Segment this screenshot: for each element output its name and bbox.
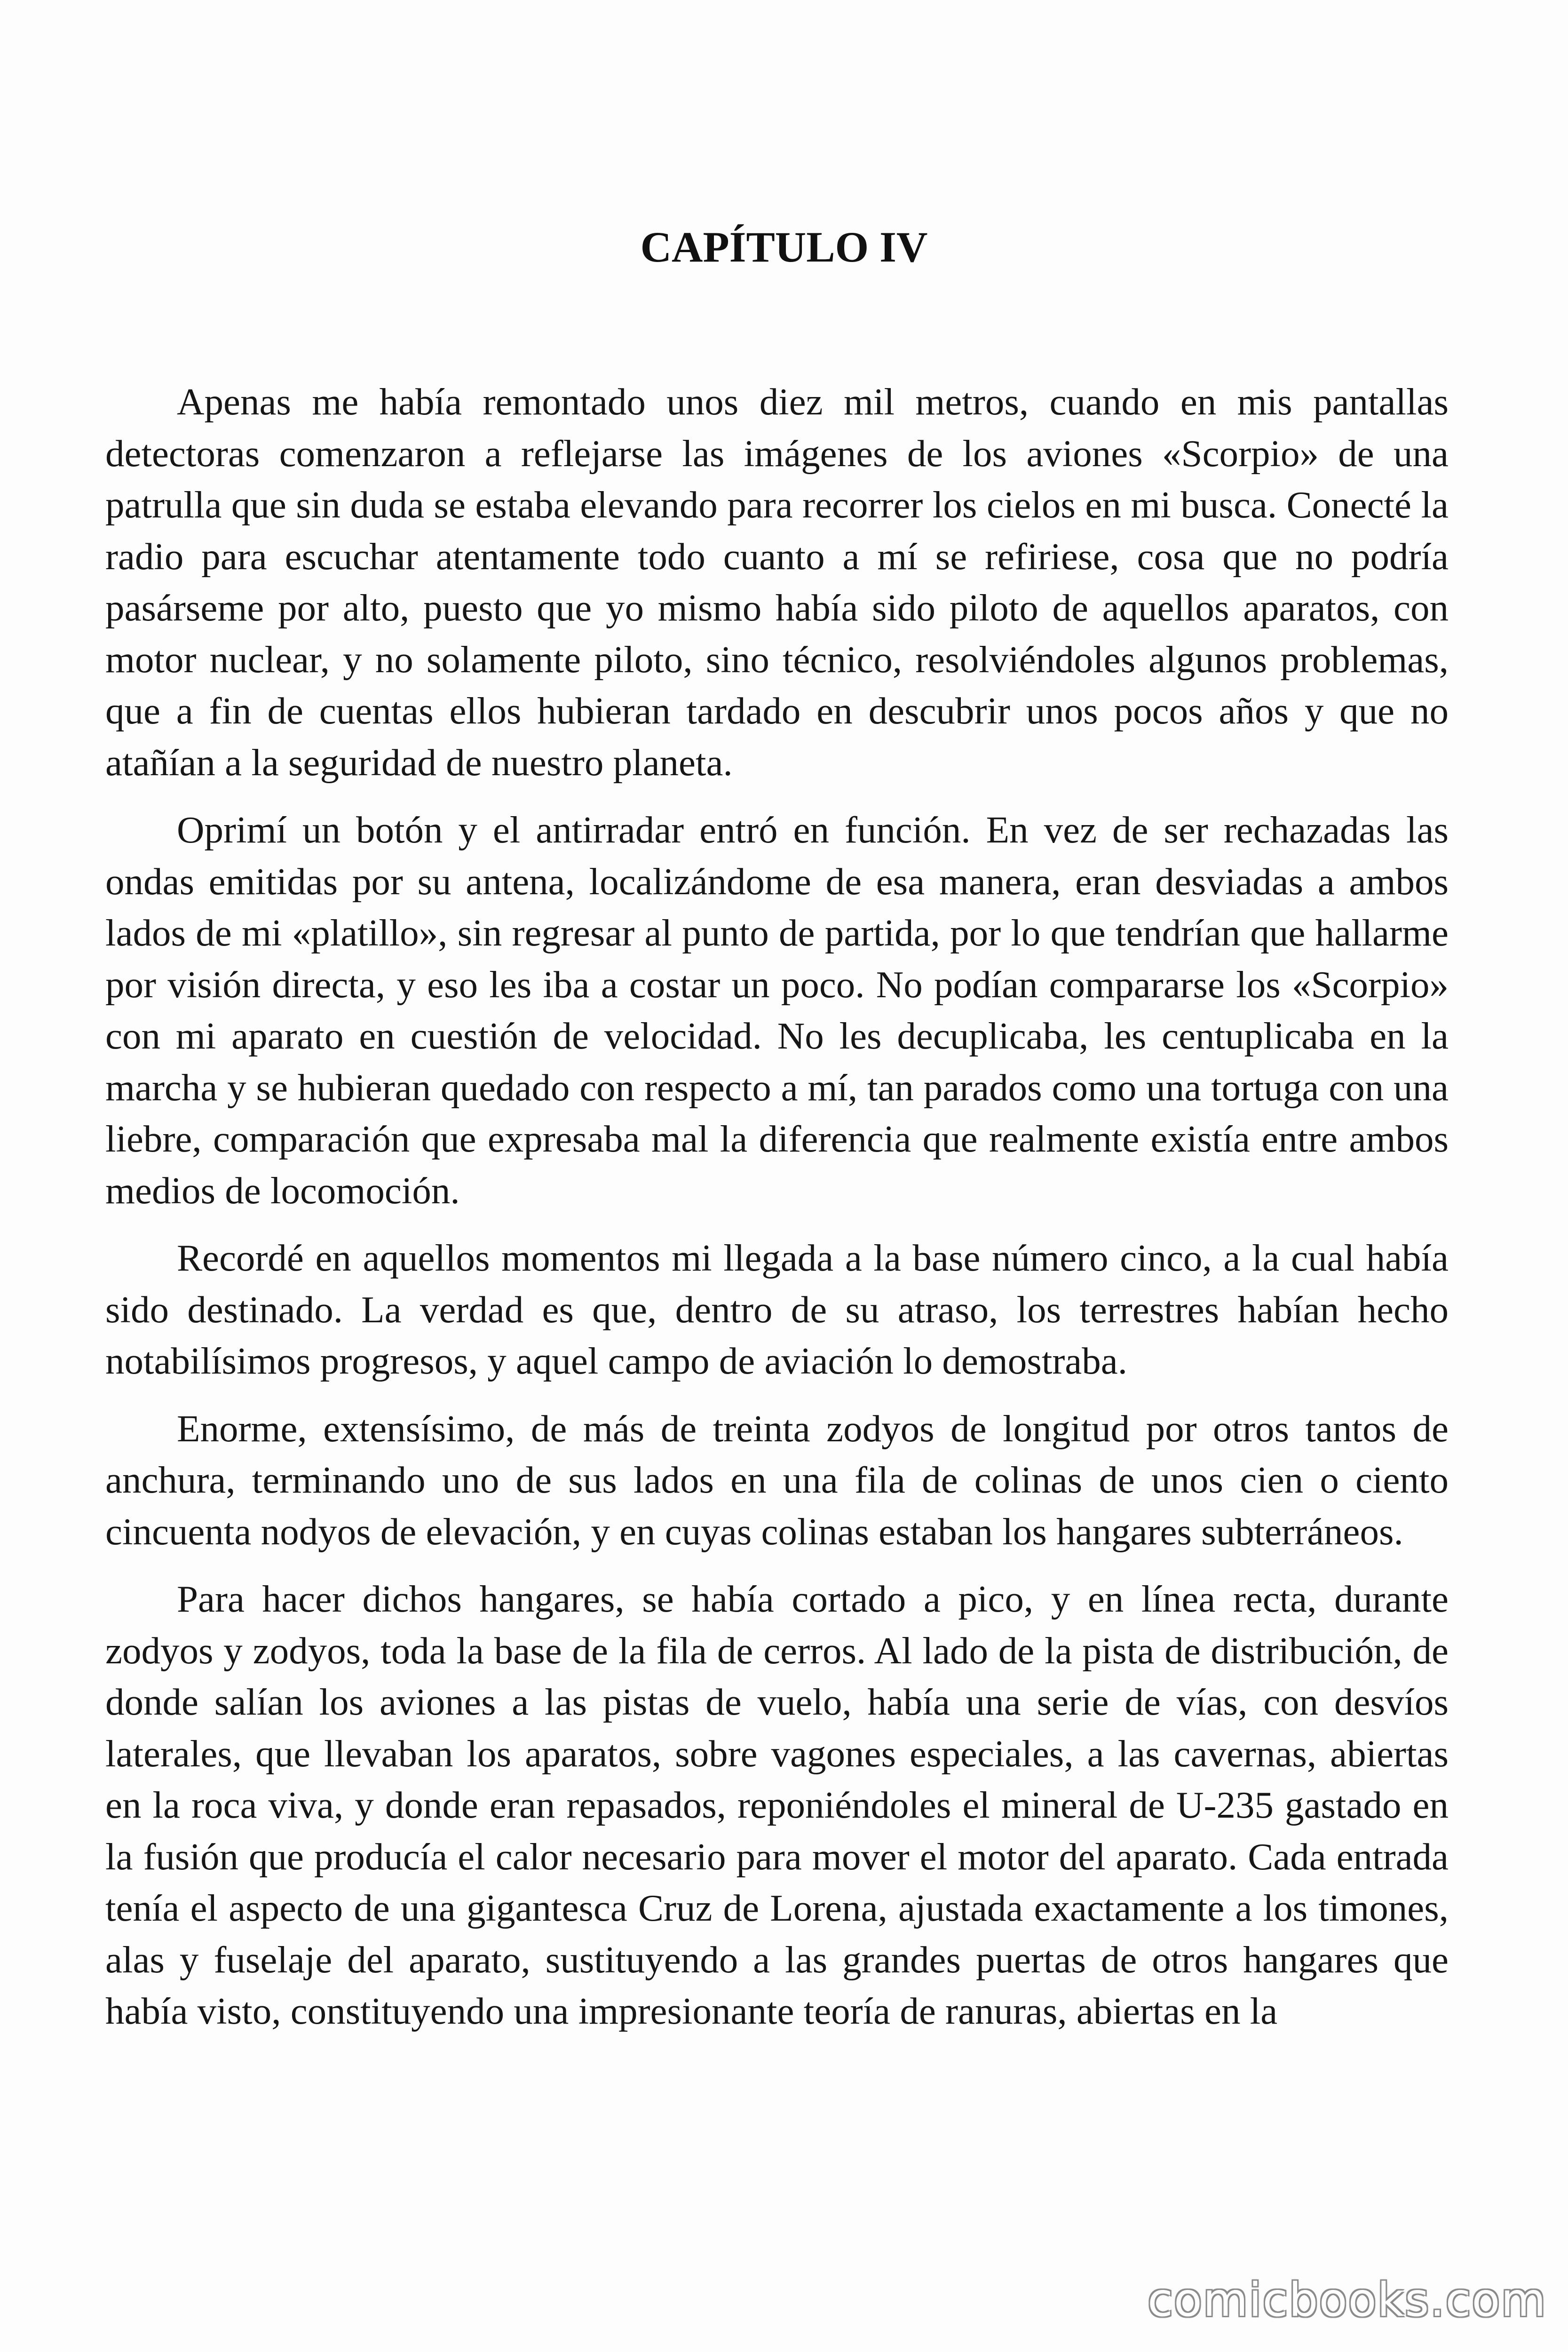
chapter-title: CAPÍTULO IV <box>640 223 928 271</box>
paragraph-5: Para hacer dichos hangares, se había cortado a pico, y en línea recta, durante zodyos y zodyos, toda la base de la fila de cerros. Al lado de la pista de distribución, de donde salían los aviones a las pistas de vuelo, había una serie de vías, con desvíos laterales, que llevaban los aparatos, sobre vagones especiales, a las cavernas, abiertas en la roca viva, y donde eran repasados, reponiéndoles el mineral de U-235 gastado en la fusión que producía el calor necesario para mover el motor del aparato. Cada entrada tenía el aspecto de una gigantesca Cruz de Lorena, ajustada exactamente a los timones, alas y fuselaje del aparato, sustituyendo a las grandes puertas de otros hangares que había visto, constituyendo una impresionante teoría de ranuras, abiertas en la <box>105 1578 1449 2032</box>
paragraph-3: Recordé en aquellos momentos mi llegada a la base número cinco, a la cual había sido destinado. La verdad es que, dentro de su atraso, los terrestres habían hecho notabilísimos progresos, y aquel campo de aviación lo demostraba. <box>105 1237 1449 1382</box>
chapter-body <box>105 376 1449 2053</box>
paragraph-1: Apenas me había remontado unos diez mil metros, cuando en mis pantallas detectoras comenzaron a reflejarse las imágenes de los aviones «Scorpio» de una patrulla que sin duda se estaba elevando para recorrer los cielos en mi busca. Conecté la radio para escuchar atentamente todo cuanto a mí se refiriese, cosa que no podría pasárseme por alto, puesto que yo mismo había sido piloto de aquellos aparatos, con motor nuclear, y no solamente piloto, sino técnico, resolviéndoles algunos problemas, que a fin de cuentas ellos hubieran tardado en descubrir unos pocos años y que no atañían a la seguridad de nuestro planeta. <box>105 381 1449 784</box>
watermark: comicbooks.com <box>1148 2273 1547 2327</box>
paragraph-2: Oprimí un botón y el antirradar entró en función. En vez de ser rechazadas las ondas emitidas por su antena, localizándome de esa manera, eran desviadas a ambos lados de mi «platillo», sin regresar al punto de partida, por lo que tendrían que hallarme por visión directa, y eso les iba a costar un poco. No podían compararse los «Scorpio» con mi aparato en cuestión de velocidad. No les decuplicaba, les centuplicaba en la marcha y se hubieran quedado con respecto a mí, tan parados como una tortuga con una liebre, comparación que expresaba mal la diferencia que realmente existía entre ambos medios de locomoción. <box>105 809 1449 1212</box>
paragraph-4: Enorme, extensísimo, de más de treinta zodyos de longitud por otros tantos de anchura, terminando uno de sus lados en una fila de colinas de unos cien o ciento cincuenta nodyos de elevación, y en cuyas colinas estaban los hangares subterráneos. <box>105 1407 1449 1553</box>
